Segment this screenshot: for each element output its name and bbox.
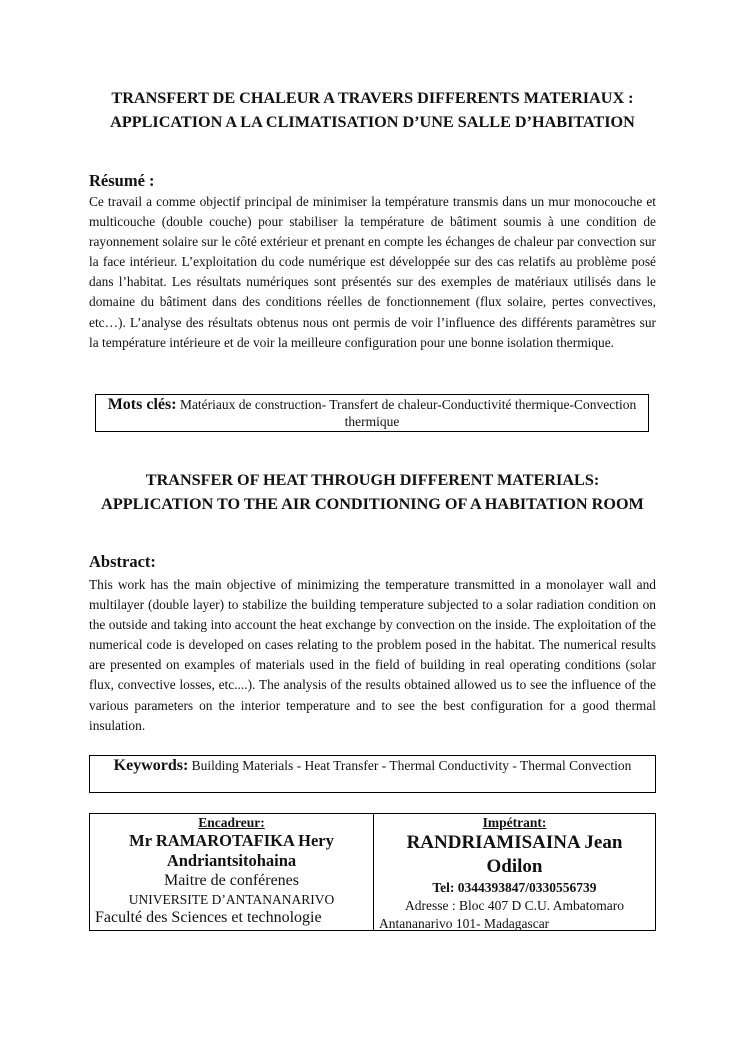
supervisor-title: Maitre de conférenes [163, 872, 300, 889]
abstract-paragraph: This work has the main objective of minimizing the temperature transmitted in a monolayer wall and multilayer (double layer) to stabilize the building temperature subjected to a solar radiation condition on the outside and taking into account the heat exchange by convection on the inside. The exploitation of the numerical code is developed on cases relating to the problem posed in the habitat. The numerical results are presented on examples of materials used in the field of building in real operating conditions (solar flux, convective losses, etc....). The analysis of the results obtained allowed us to see the influence of the various parameters on the interior temperature and to see the best configuration for a good thermal insulation. [89, 577, 656, 733]
french-keywords-box [95, 394, 649, 432]
french-keywords-label: Mots clés: [107, 396, 177, 413]
supervisor-label: Encadreur: [198, 815, 265, 830]
resume-heading: Résumé : [89, 171, 155, 190]
supervisor-university: UNIVERSITE D’ANTANANARIVO [128, 892, 335, 907]
english-title: TRANSFER OF HEAT THROUGH DIFFERENT MATERIALS: APPLICATION TO THE AIR CONDITIONING OF A HABITATION ROOM [101, 471, 644, 513]
french-title: TRANSFERT DE CHALEUR A TRAVERS DIFFERENTS MATERIAUX : APPLICATION A LA CLIMATISATION D’UNE SALLE D’HABITATION [110, 89, 635, 131]
candidate-label: Impétrant: [482, 815, 547, 830]
english-keywords-box [89, 755, 656, 793]
supervisor-faculty: Faculté des Sciences et technologie [95, 909, 322, 926]
signature-table [89, 813, 656, 931]
candidate-address-line1: Adresse : Bloc 407 D C.U. Ambatomaro [405, 898, 624, 913]
english-keywords-text: Building Materials - Heat Transfer - Thermal Conductivity - Thermal Convection [191, 758, 632, 773]
supervisor-cell [90, 814, 374, 930]
candidate-address-line2: Antananarivo 101- Madagascar [379, 916, 550, 931]
english-keywords-label: Keywords: [113, 757, 189, 774]
french-keywords-text: Matériaux de construction- Transfert de chaleur-Conductivité thermique-Convection thermique [179, 397, 637, 429]
candidate-name: RANDRIAMISAINA Jean Odilon [406, 832, 623, 877]
abstract-heading: Abstract: [89, 552, 156, 571]
resume-paragraph: Ce travail a comme objectif principal de minimiser la température transmis dans un mur monocouche et multicouche (double couche) pour stabiliser la température de bâtiment soumis à une condition de rayonnement solaire sur le côté extérieur et prenant en compte les échanges de chaleur par convection sur la face intérieur. L’exploitation du code numérique est développée sur des cas relatifs au problème posé dans l’habitat. Les résultats numériques sont présentés sur des exemples de matériaux utilisés dans le domaine du bâtiment dans des conditions réelles de fonctionnement (flux solaire, pertes convectives, etc…). L’analyse des résultats obtenus nous ont permis de voir l’influence des différents paramètres sur la température intérieure et de voir la meilleure configuration pour une bonne isolation thermique. [89, 194, 656, 350]
supervisor-name: Mr RAMAROTAFIKA Hery Andriantsitohaina [129, 831, 334, 870]
candidate-phone: Tel: 0344393847/0330556739 [432, 880, 597, 895]
candidate-cell [374, 814, 655, 930]
